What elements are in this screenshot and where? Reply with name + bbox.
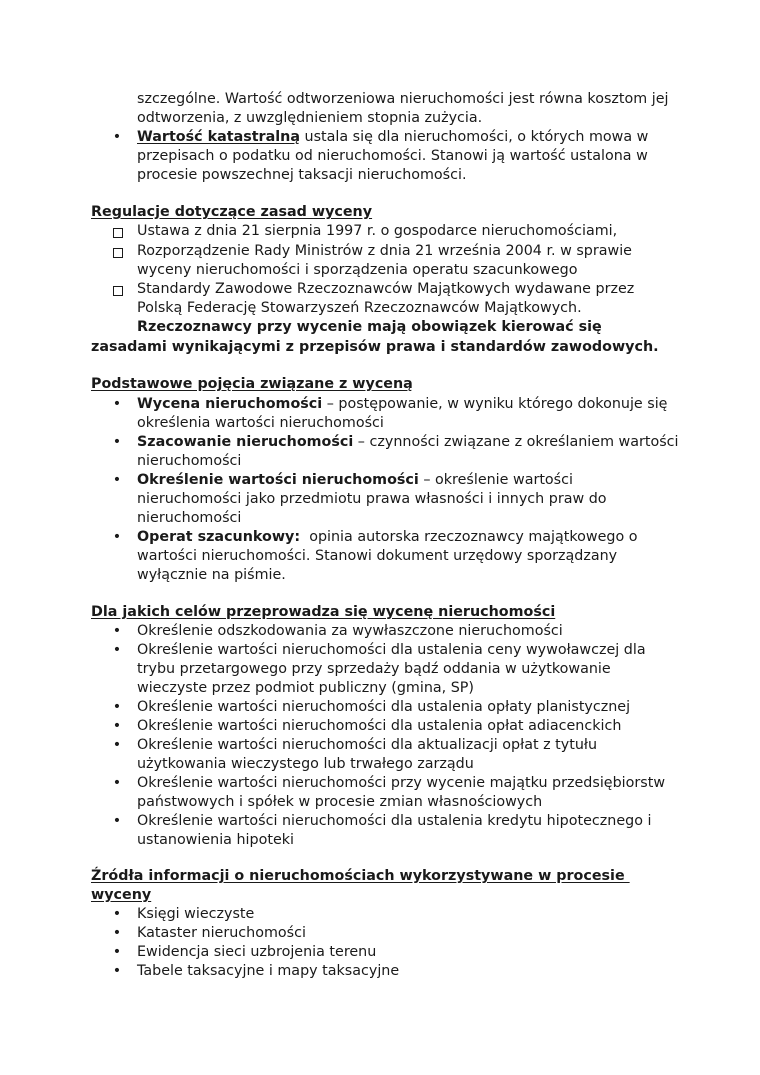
bullet-icon: • [112,775,122,791]
bullet-icon: • [112,699,122,715]
intro-text-line: szczególne. Wartość odtworzeniowa nieruchomości jest równa kosztom jej [137,91,669,107]
list-item-line: wartości nieruchomości. Stanowi dokument urzędowy sporządzany [137,548,618,564]
checkbox-bullet-icon [113,286,123,296]
definition-text: ustala się dla nieruchomości, o których mowa w [299,129,649,145]
section-heading-regulacje: Regulacje dotyczące zasad wyceny [91,204,373,220]
list-item: Ewidencja sieci uzbrojenia terenu [137,944,377,960]
checkbox-bullet-icon [113,248,123,258]
section-heading-pojecia: Podstawowe pojęcia związane z wyceną [91,376,413,392]
bullet-icon: • [112,963,122,979]
note-text-line: Rzeczoznawcy przy wycenie mają obowiązek kierować się [137,319,602,335]
term-katastralna: Wartość katastralną [137,129,300,145]
list-item [137,395,667,413]
list-item [137,471,573,489]
list-item-line: określenia wartości nieruchomości [137,415,384,431]
bullet-icon: • [112,472,122,488]
list-item: Określenie wartości nieruchomości dla ustalenia kredytu hipotecznego i [137,813,652,829]
bullet-icon: • [112,737,122,753]
definition-text: – czynności związane z określaniem wartości [353,434,679,450]
list-item-line: wyłącznie na piśmie. [137,567,286,583]
list-item: Określenie odszkodowania za wywłaszczone nieruchomości [137,623,563,639]
list-item: Określenie wartości nieruchomości przy wycenie majątku przedsiębiorstw [137,775,666,791]
bullet-icon: • [112,944,122,960]
list-item-line: nieruchomości [137,510,242,526]
list-item: Księgi wieczyste [137,906,255,922]
note-text-line: zasadami wynikającymi z przepisów prawa i standardów zawodowych. [91,339,659,355]
checkbox-bullet-icon [113,228,123,238]
bullet-icon: • [112,129,122,145]
definition-text: – określenie wartości [418,472,573,488]
bullet-icon: • [112,906,122,922]
list-item: Tabele taksacyjne i mapy taksacyjne [137,963,400,979]
list-item: Określenie wartości nieruchomości dla ustalenia opłat adiacenckich [137,718,622,734]
bullet-icon: • [112,623,122,639]
list-item: Rozporządzenie Rady Ministrów z dnia 21 września 2004 r. w sprawie [137,243,632,259]
term-wycena: Wycena nieruchomości [137,396,323,412]
list-item-line: procesie powszechnej taksacji nieruchomości. [137,167,467,183]
bullet-icon: • [112,529,122,545]
term-szacowanie: Szacowanie nieruchomości [137,434,354,450]
list-item-line: ustanowienia hipoteki [137,832,294,848]
section-heading-zrodla-line: wyceny [91,887,152,903]
list-item: Kataster nieruchomości [137,925,306,941]
term-okreslenie: Określenie wartości nieruchomości [137,472,419,488]
list-item-line: przepisach o podatku od nieruchomości. Stanowi ją wartość ustalona w [137,148,648,164]
bullet-icon: • [112,434,122,450]
bullet-icon: • [112,396,122,412]
list-item-line: nieruchomości [137,453,242,469]
list-item-line: wyceny nieruchomości i sporządzenia operatu szacunkowego [137,262,578,278]
list-item-line: wieczyste przez podmiot publiczny (gmina, SP) [137,680,475,696]
definition-text: – postępowanie, w wyniku którego dokonuje się [322,396,668,412]
list-item [137,433,679,451]
list-item: Określenie wartości nieruchomości dla aktualizacji opłat z tytułu [137,737,598,753]
list-item-line: trybu przetargowego przy sprzedaży bądź oddania w użytkowanie [137,661,611,677]
list-item: Określenie wartości nieruchomości dla ustalenia ceny wywoławczej dla [137,642,646,658]
list-item: Określenie wartości nieruchomości dla ustalenia opłaty planistycznej [137,699,631,715]
section-heading-zrodla: Źródła informacji o nieruchomościach wykorzystywane w procesie [91,868,630,884]
list-item-line: użytkowania wieczystego lub trwałego zarządu [137,756,474,772]
bullet-icon: • [112,925,122,941]
list-item-line: państwowych i spółek w procesie zmian własnościowych [137,794,543,810]
list-item: Standardy Zawodowe Rzeczoznawców Majątkowych wydawane przez [137,281,635,297]
list-item: Ustawa z dnia 21 sierpnia 1997 r. o gospodarce nieruchomościami, [137,223,618,239]
list-item [137,528,638,546]
list-item [137,128,648,146]
list-item-line: Polską Federację Stowarzyszeń Rzeczoznawców Majątkowych. [137,300,582,316]
definition-text: opinia autorska rzeczoznawcy majątkowego o [300,529,638,545]
bullet-icon: • [112,718,122,734]
term-operat: Operat szacunkowy: [137,529,301,545]
bullet-icon: • [112,642,122,658]
bullet-icon: • [112,813,122,829]
section-heading-cele: Dla jakich celów przeprowadza się wycenę nieruchomości [91,604,556,620]
intro-text-line: odtworzenia, z uwzględnieniem stopnia zużycia. [137,110,483,126]
list-item-line: nieruchomości jako przedmiotu prawa własności i innych praw do [137,491,607,507]
